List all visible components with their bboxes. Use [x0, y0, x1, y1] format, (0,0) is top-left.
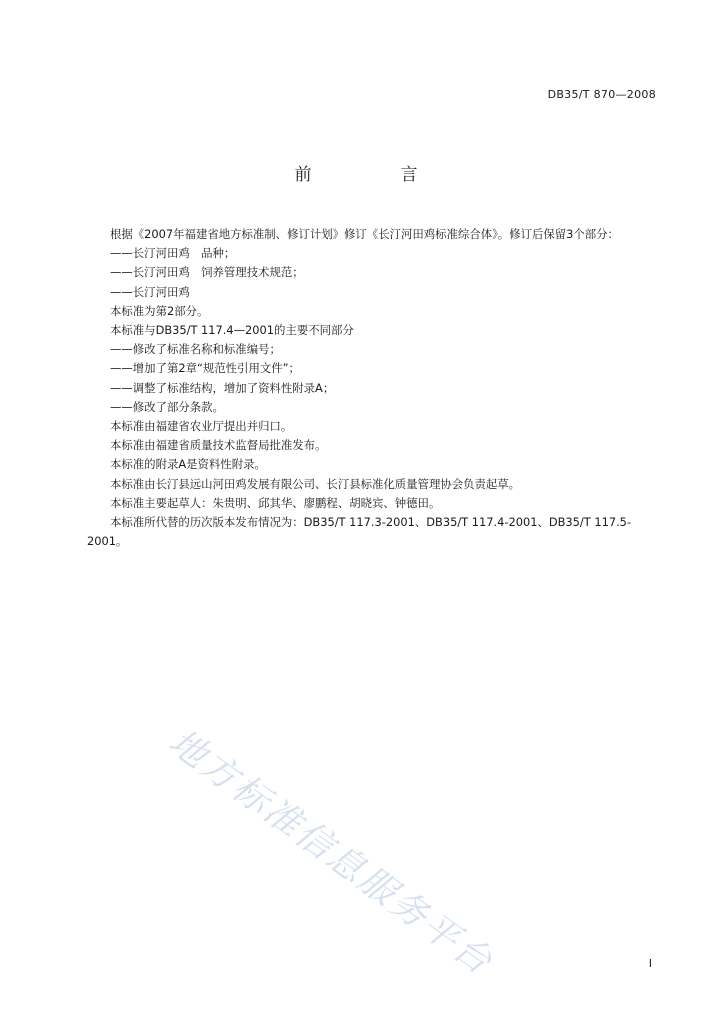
paragraph: 本标准主要起草人：朱贵明、邱其华、廖鹏程、胡晓宾、钟德田。: [110, 495, 441, 510]
list-item: ——修改了标准名称和标准编号；: [110, 342, 281, 357]
page-title: 前 言: [294, 165, 454, 185]
watermark: 地方标准信息服务平台: [161, 721, 501, 984]
paragraph: 本标准由长汀县远山河田鸡发展有限公司、长汀县标准化质量管理协会负责起草。: [110, 476, 521, 491]
list-item: ——增加了第2章“规范性引用文件”；: [110, 361, 300, 376]
list-item: ——修改了部分条款。: [110, 399, 224, 414]
list-item: ——长汀河田鸡 品种；: [110, 246, 236, 261]
paragraph-intro: 根据《2007年福建省地方标准制、修订计划》修订《长汀河田鸡标准综合体》。修订后保留3个部分：: [110, 227, 619, 241]
paragraph: 本标准由福建省质量技术监督局批准发布。: [110, 438, 327, 453]
list-item: ——调整了标准结构，增加了资料性附录A；: [110, 380, 335, 395]
page-number: I: [648, 957, 652, 970]
document-code: DB35/T 870—2008: [547, 88, 656, 101]
paragraph: 本标准的附录A是资料性附录。: [110, 457, 266, 472]
list-item: ——长汀河田鸡 饲养管理技术规范；: [110, 265, 304, 280]
paragraph: 本标准与DB35/T 117.4—2001的主要不同部分: [110, 323, 354, 338]
paragraph: 本标准为第2部分。: [110, 303, 209, 318]
paragraph: 本标准由福建省农业厅提出并归口。: [110, 419, 293, 434]
paragraph: 本标准所代替的历次版本发布情况为：DB35/T 117.3-2001、DB35/T 117.4-2001、DB35/T 117.5-2001。: [87, 515, 632, 549]
document-body: [87, 225, 653, 551]
list-item: ——长汀河田鸡: [110, 284, 190, 299]
